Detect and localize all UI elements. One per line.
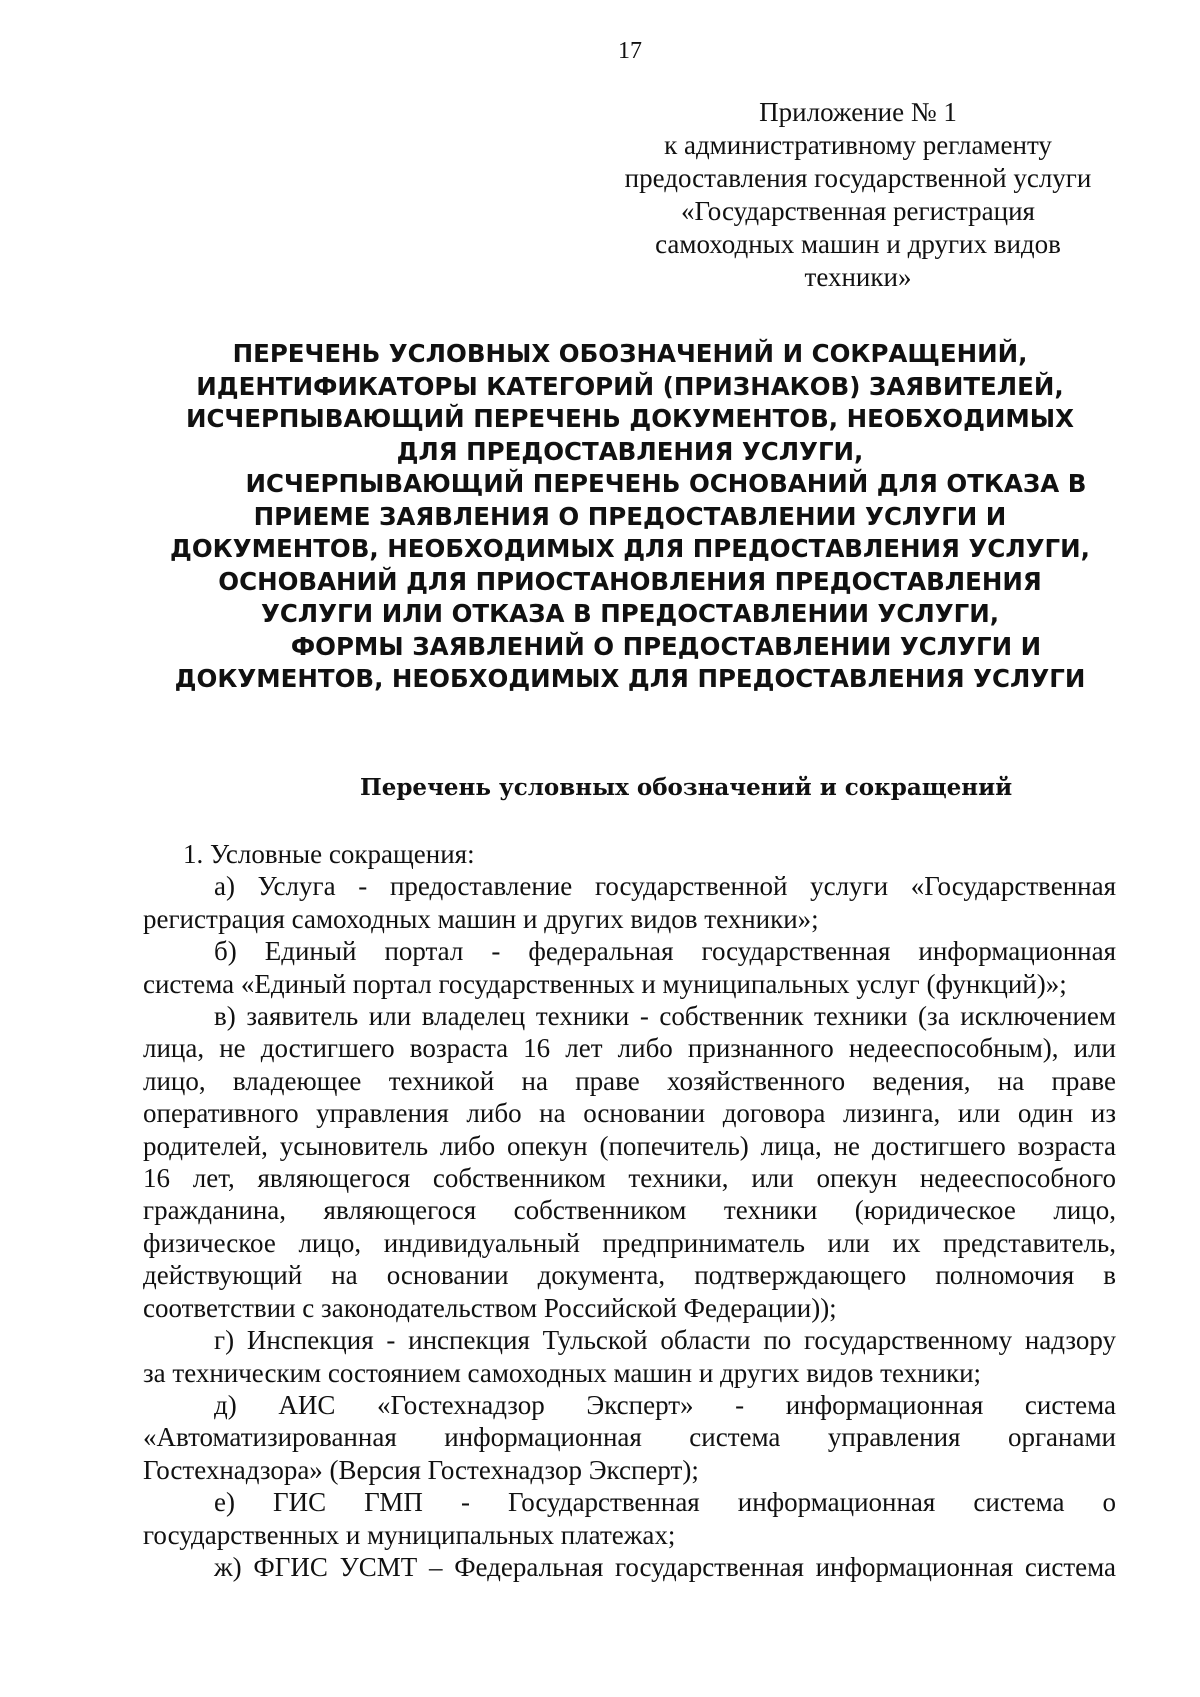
paragraph-line: регистрация самоходных машин и других видов техники»; <box>143 903 819 934</box>
paragraph-line: б) Единый портал - федеральная государственная информационная <box>214 936 1116 967</box>
title-line: ПЕРЕЧЕНЬ УСЛОВНЫХ ОБОЗНАЧЕНИЙ И СОКРАЩЕНИЙ, <box>232 339 1028 368</box>
paragraph-item-1: 1. Условные сокращения: <box>183 839 475 869</box>
appendix-line: «Государственная регистрация <box>681 196 1035 226</box>
section-heading: Перечень условных обозначений и сокращений <box>360 774 1013 801</box>
title-line: ИСЧЕРПЫВАЮЩИЙ ПЕРЕЧЕНЬ ОСНОВАНИЙ ДЛЯ ОТКАЗА В <box>245 469 1087 498</box>
paragraph-line: оперативного управления либо на основании договора лизинга, или один из <box>143 1098 1116 1129</box>
title-line: ИСЧЕРПЫВАЮЩИЙ ПЕРЕЧЕНЬ ДОКУМЕНТОВ, НЕОБХОДИМЫХ <box>185 404 1075 433</box>
title-line: ДОКУМЕНТОВ, НЕОБХОДИМЫХ ДЛЯ ПРЕДОСТАВЛЕНИЯ УСЛУГИ <box>174 664 1086 693</box>
title-line: ПРИЕМЕ ЗАЯВЛЕНИЯ О ПРЕДОСТАВЛЕНИИ УСЛУГИ И <box>253 501 1007 531</box>
paragraph-line: физическое лицо, индивидуальный предприниматель или их представитель, <box>143 1227 1116 1258</box>
appendix-header <box>598 96 1118 294</box>
document-title <box>110 338 1150 696</box>
appendix-line: самоходных машин и других видов <box>655 229 1061 259</box>
body-text <box>143 838 1116 1583</box>
paragraph-line: лица, не достигшего возраста 16 лет либо признанного недееспособным), или <box>143 1033 1116 1064</box>
title-line: УСЛУГИ ИЛИ ОТКАЗА В ПРЕДОСТАВЛЕНИИ УСЛУГИ, <box>260 599 1000 628</box>
paragraph-line: лицо, владеющее техникой на праве хозяйственного ведения, на праве <box>143 1065 1116 1096</box>
paragraph-line: действующий на основании документа, подтверждающего полномочия в <box>143 1260 1116 1291</box>
paragraph-line: система «Единый портал государственных и муниципальных услуг (функций)»; <box>143 968 1067 999</box>
appendix-line: Приложение № 1 <box>759 97 957 127</box>
page-number: 17 <box>618 38 642 64</box>
paragraph-line: 16 лет, являющегося собственником техники, или опекун недееспособного <box>143 1163 1116 1194</box>
paragraph-line: е) ГИС ГМП - Государственная информационная система о <box>214 1487 1116 1518</box>
title-line: ДОКУМЕНТОВ, НЕОБХОДИМЫХ ДЛЯ ПРЕДОСТАВЛЕНИЯ УСЛУГИ, <box>170 534 1090 563</box>
title-line: ОСНОВАНИЙ ДЛЯ ПРИОСТАНОВЛЕНИЯ ПРЕДОСТАВЛЕНИЯ <box>218 566 1042 596</box>
paragraph-line: а) Услуга - предоставление государственной услуги «Государственная <box>214 871 1116 902</box>
paragraph-line: государственных и муниципальных платежах; <box>143 1519 676 1550</box>
paragraph-line: за техническим состоянием самоходных машин и других видов техники; <box>143 1357 982 1388</box>
paragraph-line: родителей, усыновитель либо опекун (попечитель) лица, не достигшего возраста <box>143 1130 1116 1161</box>
paragraph-line: «Автоматизированная информационная система управления органами <box>143 1422 1116 1453</box>
paragraph-line: д) АИС «Гостехнадзор Эксперт» - информационная система <box>214 1389 1116 1420</box>
paragraph-line: Гостехнадзора» (Версия Гостехнадзор Эксперт); <box>143 1454 699 1485</box>
paragraph-line: гражданина, являющегося собственником техники (юридическое лицо, <box>143 1195 1116 1226</box>
title-line: ФОРМЫ ЗАЯВЛЕНИЙ О ПРЕДОСТАВЛЕНИИ УСЛУГИ И <box>290 631 1042 661</box>
appendix-line: к административному регламенту <box>664 130 1052 160</box>
title-line: ДЛЯ ПРЕДОСТАВЛЕНИЯ УСЛУГИ, <box>396 436 864 466</box>
paragraph-line: соответствии с законодательством Российской Федерации)); <box>143 1292 837 1323</box>
paragraph-line: в) заявитель или владелец техники - собственник техники (за исключением <box>214 1001 1116 1032</box>
title-line: ИДЕНТИФИКАТОРЫ КАТЕГОРИЙ (ПРИЗНАКОВ) ЗАЯВИТЕЛЕЙ, <box>196 371 1064 401</box>
appendix-line: техники» <box>804 262 912 292</box>
paragraph-line: г) Инспекция - инспекция Тульской области по государственному надзору <box>214 1325 1116 1356</box>
appendix-line: предоставления государственной услуги <box>624 163 1092 193</box>
paragraph-line: ж) ФГИС УСМТ – Федеральная государственная информационная система <box>214 1551 1116 1582</box>
